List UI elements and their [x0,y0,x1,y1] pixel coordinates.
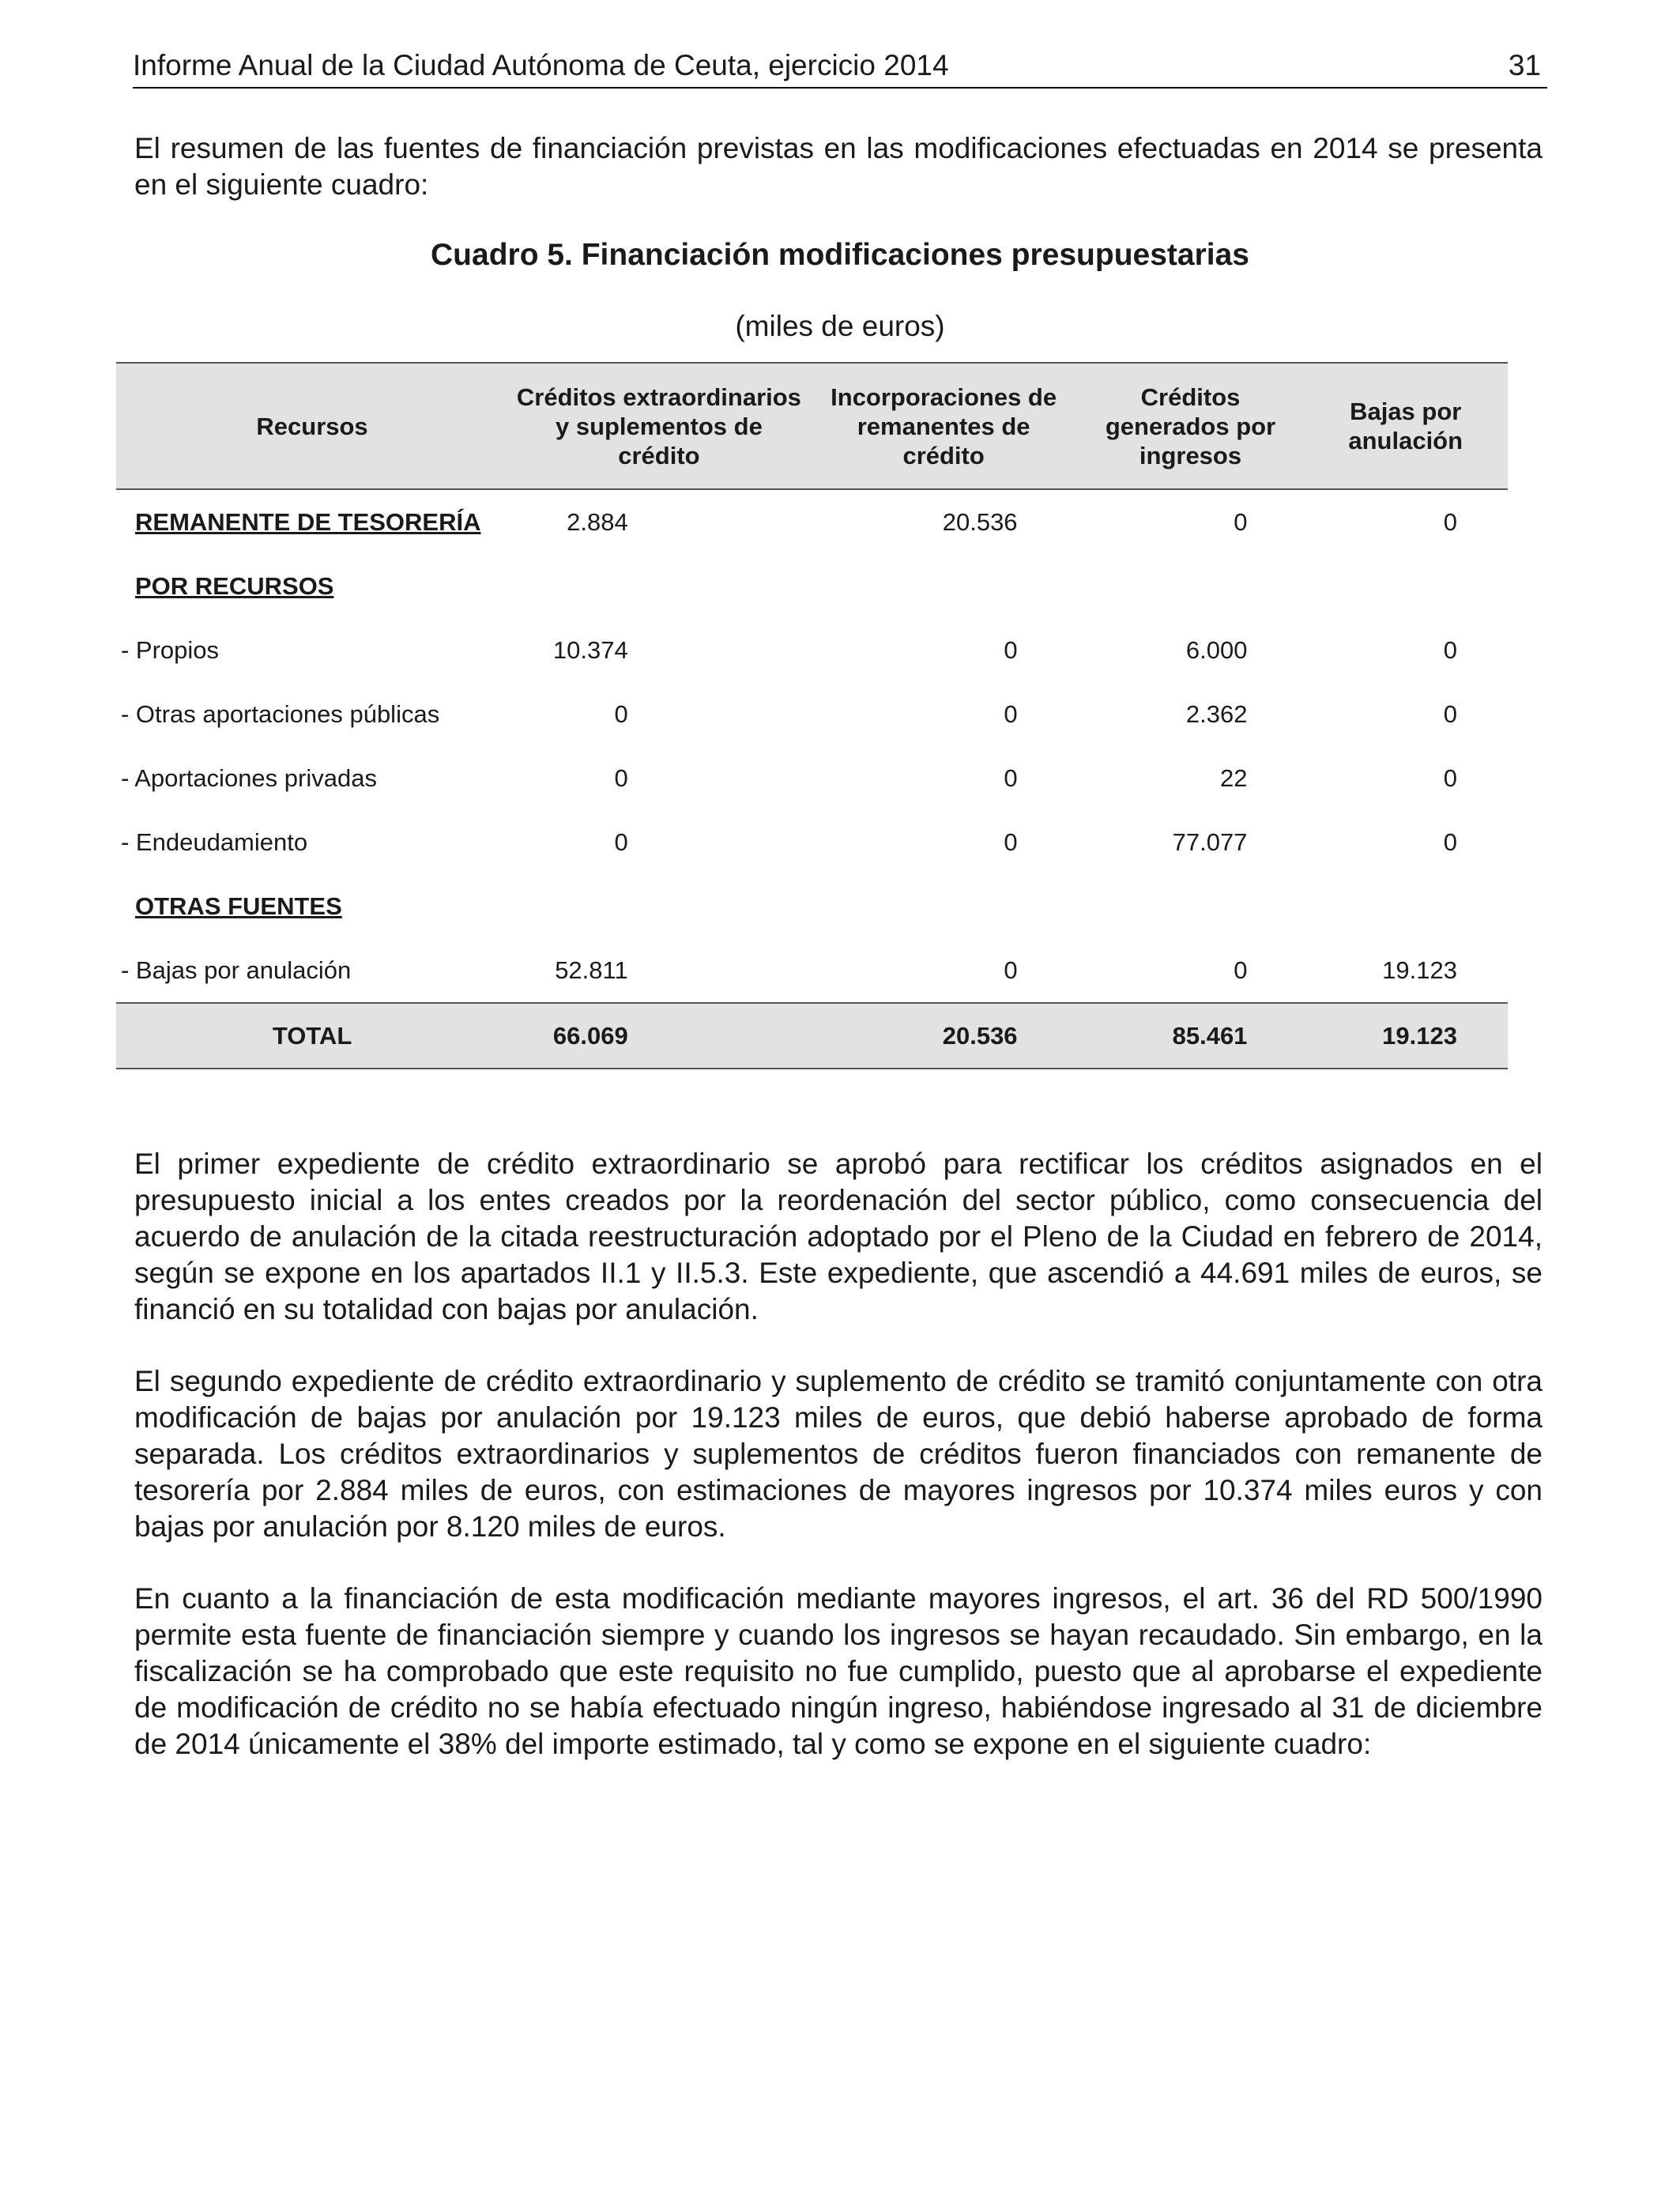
table-row [116,682,1508,746]
header-creditos-generados: Créditos generados por ingresos [1078,363,1304,489]
table-total-row [116,1003,1508,1069]
cell-value: 0 [1443,827,1457,856]
cell-value: 19.123 [1382,956,1457,984]
cell-value [508,554,810,618]
total-value: 85.461 [1078,1003,1304,1069]
table-row [116,618,1508,682]
cell-value: 77.077 [1172,827,1248,856]
cell-value [1078,554,1304,618]
cell-value: 10.374 [552,635,628,664]
cell-value: 0 [1004,763,1018,792]
cell-value: 0 [614,763,628,792]
paragraph-financing: En cuanto a la financiación de esta modificación mediante mayores ingresos, el art. 36 del RD 500/1990 permite esta fuente de financiación siempre y cuando los ingresos se hayan recaudado. Sin embargo, en la fiscalización se ha comprobado que este requisito no fue cumplido, puesto que al aprobarse el expediente de modificación de crédito no se había efectuado ningún ingreso, habiéndose ingresado al 31 de diciembre de 2014 únicamente el 38% del importe estimado, tal y como se expone en el siguiente cuadro: [134,1582,1543,1760]
cell-value: 0 [1443,699,1457,728]
table-row [116,489,1508,554]
row-label: OTRAS FUENTES [135,892,342,920]
total-value: 19.123 [1303,1003,1508,1069]
cell-value [508,874,810,938]
row-label: - Endeudamiento [121,827,308,856]
total-value: 66.069 [508,1003,810,1069]
page-number: 31 [1508,49,1541,81]
table-row [116,938,1508,1003]
total-label: TOTAL [116,1003,508,1069]
financing-table [116,362,1508,1069]
table-row [116,554,1508,618]
cell-value: 20.536 [942,507,1018,536]
cell-value: 2.362 [1185,699,1248,728]
cell-value: 0 [1443,635,1457,664]
row-label: POR RECURSOS [135,571,334,600]
cell-value: 0 [1004,699,1018,728]
report-title: Informe Anual de la Ciudad Autónoma de Ceuta, ejercicio 2014 [133,49,949,81]
cell-value: 2.884 [567,507,628,536]
table-row [116,874,1508,938]
cell-value: 0 [1234,507,1248,536]
row-label: - Aportaciones privadas [121,763,377,792]
total-value: 20.536 [810,1003,1078,1069]
cell-value: 0 [614,699,628,728]
cell-value: 0 [614,827,628,856]
page-header [133,46,1547,89]
header-bajas: Bajas por anulación [1303,363,1508,489]
cell-value: 0 [1004,635,1018,664]
row-label: REMANENTE DE TESORERÍA [135,507,481,536]
cell-value [810,554,1078,618]
row-label: - Propios [121,635,220,664]
cell-value [810,874,1078,938]
cell-value: 0 [1443,763,1457,792]
cell-value: 0 [1443,507,1457,536]
table-header-row [116,363,1508,489]
cell-value: 0 [1004,827,1018,856]
paragraph-first-expediente: El primer expediente de crédito extraordinario se aprobó para rectificar los créditos asignados en el presupuesto inicial a los entes creados por la reordenación del sector público, como consecuencia del acuerdo de anulación de la citada reestructuración adoptado por el Pleno de la Ciudad en febrero de 2014, según se expone en los apartados II.1 y II.5.3. Este expediente, que ascendió a 44.691 miles de euros, se financió en su totalidad con bajas por anulación. [134,1148,1543,1325]
row-label: - Bajas por anulación [121,956,352,984]
cell-value: 52.811 [555,956,628,984]
table-units: (miles de euros) [735,310,945,342]
table-caption: Cuadro 5. Financiación modificaciones presupuestarias [431,238,1249,272]
cell-value [1303,874,1508,938]
cell-value: 0 [1234,956,1248,984]
header-incorporaciones: Incorporaciones de remanentes de crédito [810,363,1078,489]
cell-value: 0 [1004,956,1018,984]
table-row [116,746,1508,810]
cell-value [1303,554,1508,618]
intro-paragraph: El resumen de las fuentes de financiación previstas en las modificaciones efectuadas en 2014 se presenta en el siguiente cuadro: [134,132,1543,201]
cell-value [1078,874,1304,938]
header-creditos-extraordinarios: Créditos extraordinarios y suplementos de crédito [508,363,810,489]
row-label: - Otras aportaciones públicas [121,699,440,728]
paragraph-second-expediente: El segundo expediente de crédito extraordinario y suplemento de crédito se tramitó conjuntamente con otra modificación de bajas por anulación por 19.123 miles de euros, que debió haberse aprobado de forma separada. Los créditos extraordinarios y suplementos de créditos fueron financiados con remanente de tesorería por 2.884 miles de euros, con estimaciones de mayores ingresos por 10.374 miles euros y con bajas por anulación por 8.120 miles de euros. [134,1365,1543,1543]
table-row [116,810,1508,874]
cell-value: 22 [1219,763,1248,792]
cell-value: 6.000 [1185,635,1248,664]
header-recursos: Recursos [116,363,508,489]
